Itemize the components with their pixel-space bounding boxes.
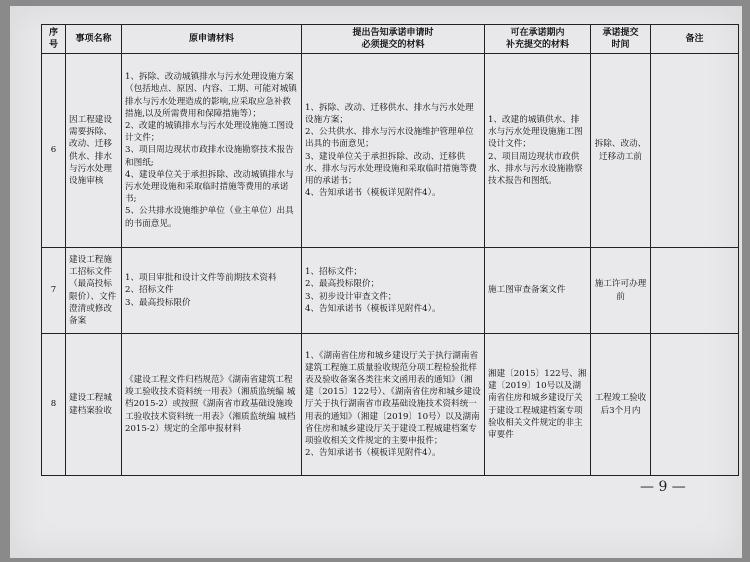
row-commit-time: 拆除、改动、迁移动工前 (591, 54, 651, 248)
row-remark (651, 248, 739, 334)
row-required-materials: 1、《湖南省住房和城乡建设厅关于执行湖南省建筑工程施工质量验收规范分项工程检验批样表及验收备案各类往来文函用表的通知》（湘建〔2015〕122号）、《湖南省住房和城乡建设厅关于执行湖南省市政基础设施技术资料统一用表的通知》（湘建〔2019〕10号）以及湖南省住房和城乡建设厅关于建设工程城建档案专项验收相关文件规定的主要申报件； 2、告知承诺书（模板详见附件4）。 (302, 334, 485, 476)
header-original-materials: 原申请材料 (122, 25, 302, 54)
table-row (42, 248, 739, 334)
row-remark (651, 54, 739, 248)
header-supplement-materials: 可在承诺期内 补充提交的材料 (485, 25, 591, 54)
header-required-materials: 提出告知承诺申请时 必须提交的材料 (302, 25, 485, 54)
row-supplement-materials: 1、改建的城镇供水、排水与污水处理设施施工图设计文件； 2、项目周边现状市政供水、排水与污水设施勘察技术报告和图纸。 (485, 54, 591, 248)
row-no: 8 (42, 334, 66, 476)
header-remark: 备注 (651, 25, 739, 54)
header-commit-time: 承诺提交 时间 (591, 25, 651, 54)
row-item-name: 建设工程城建档案验收 (66, 334, 122, 476)
row-original-materials: 1、拆除、改动城镇排水与污水处理设施方案（包括地点、原因、内容、工期、可能对城镇排水与污水处理造成的影响,应采取应急补救措施,以及所需费用和保障措施等）； 2、改建的城镇排水与污水处理设施施工图设计文件； 3、项目周边现状市政排水设施勘察技术报告和图纸; 4、建设单位关于承担拆除、改动城镇排水与污水处理设施和采取临时措施等费用的承诺书; 5、公共排水设施维护单位（业主单位）出具的书面意见。 (122, 54, 302, 248)
row-commit-time: 工程竣工验收后3个月内 (591, 334, 651, 476)
row-no: 6 (42, 54, 66, 248)
row-commit-time: 施工许可办理前 (591, 248, 651, 334)
row-supplement-materials: 湘建〔2015〕122号、湘建〔2019〕10号以及湖南省住房和城乡建设厅关于建设工程城建档案专项验收相关文件规定的非主审要件 (485, 334, 591, 476)
row-supplement-materials: 施工图审查备案文件 (485, 248, 591, 334)
table-row (42, 334, 739, 476)
row-required-materials: 1、招标文件； 2、最高投标限价； 3、初步设计审查文件； 4、告知承诺书（模板详见附件4）。 (302, 248, 485, 334)
row-original-materials: 《建设工程文件归档规范》《湖南省建筑工程竣工验收技术资料统一用表》（湘质监统编 城档2015-2）或按照《湖南省市政基础设施竣工验收技术资料统一用表》（湘质监统编 城档2015-2）规定的全部申报材料 (122, 334, 302, 476)
header-item-name: 事项名称 (66, 25, 122, 54)
row-remark (651, 334, 739, 476)
row-required-materials: 1、拆除、改动、迁移供水、排水与污水处理设施方案； 2、公共供水、排水与污水设施维护管理单位出具的书面意见； 3、建设单位关于承担拆除、改动、迁移供水、排水与污水处理设施和采取临时措施等费用的承诺书； 4、告知承诺书（模板详见附件4）。 (302, 54, 485, 248)
commitment-table (41, 24, 739, 476)
document-page (10, 6, 742, 558)
row-item-name: 建设工程施工招标文件（最高投标限价）、文件澄清或修改备案 (66, 248, 122, 334)
table-row (42, 54, 739, 248)
table-header-row (42, 25, 739, 54)
page-number: — 9 — (640, 479, 686, 495)
header-no: 序号 (42, 25, 66, 54)
row-original-materials: 1、项目审批和设计文件等前期技术资料 2、招标文件 3、最高投标限价 (122, 248, 302, 334)
row-no: 7 (42, 248, 66, 334)
row-item-name: 因工程建设需要拆除、改动、迁移供水、排水与污水处理设施审核 (66, 54, 122, 248)
